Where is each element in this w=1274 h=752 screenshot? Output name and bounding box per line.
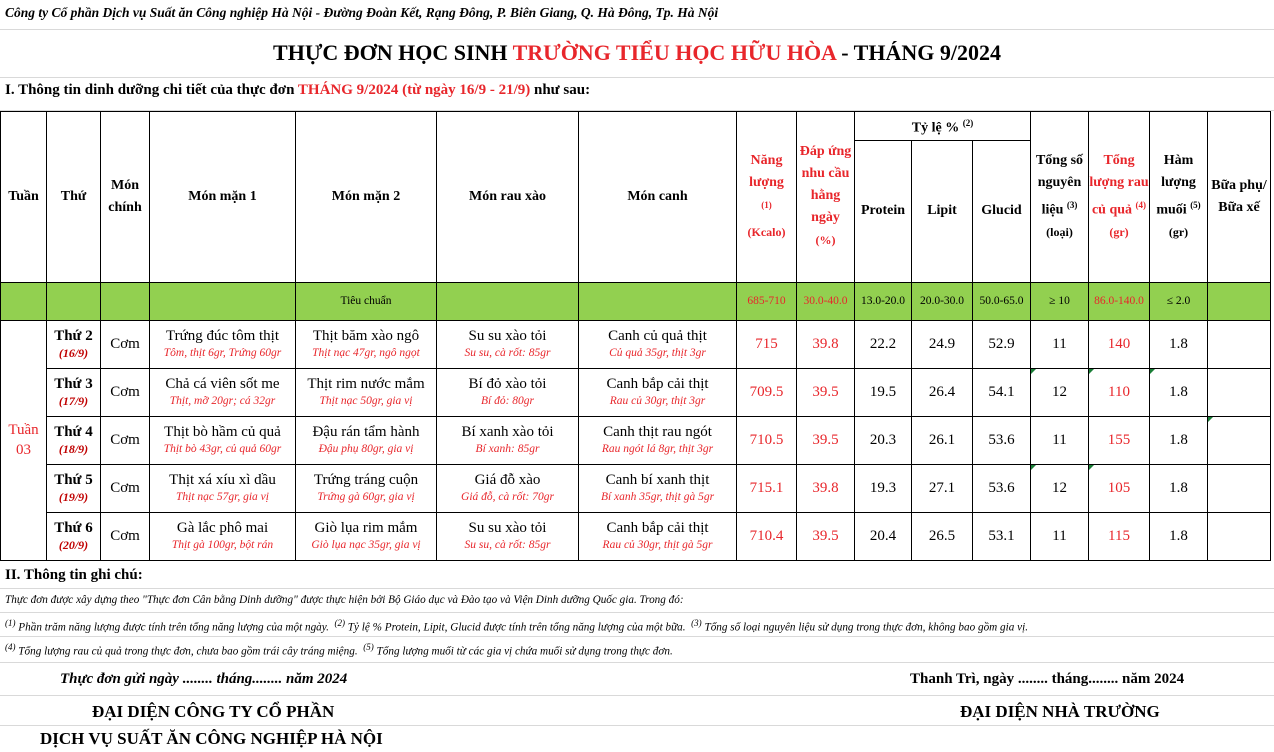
snack-cell xyxy=(1208,512,1271,560)
lipit-value: 26.1 xyxy=(912,416,973,464)
std-empty xyxy=(1,282,47,320)
dish-name: Canh bắp cải thịt xyxy=(606,520,709,537)
energy-value: 710.4 xyxy=(737,512,797,560)
snack-cell xyxy=(1208,368,1271,416)
protein-value: 20.3 xyxy=(855,416,912,464)
dish-ingredients: Rau ngót lá 8gr, thịt 3gr xyxy=(601,443,714,456)
day-date: (17/9) xyxy=(58,394,89,409)
sign-rep-row-2 xyxy=(0,726,1274,752)
std-protein: 13.0-20.0 xyxy=(855,282,912,320)
protein-value: 19.3 xyxy=(855,464,912,512)
header-dap-ung-label: Đáp ứng nhu cầu hằng ngày xyxy=(799,144,852,226)
dish-cell xyxy=(150,512,296,560)
lipit-value: 26.4 xyxy=(912,368,973,416)
snack-cell xyxy=(1208,464,1271,512)
title-month: - THÁNG 9/2024 xyxy=(835,40,1001,65)
header-protein: Protein xyxy=(855,140,912,282)
header-nang-luong-label: Năng lượng xyxy=(749,152,784,190)
dish-cell xyxy=(150,320,296,368)
header-nang-luong-sup: (1) xyxy=(761,199,772,210)
header-mon-chinh: Món chính xyxy=(101,112,150,283)
header-ty-le-sup: (2) xyxy=(962,118,974,128)
rep-school: ĐẠI DIỆN NHÀ TRƯỜNG xyxy=(960,702,1160,721)
header-lipit: Lipit xyxy=(912,140,973,282)
header-ham-luong xyxy=(1150,112,1208,283)
note-intro: Thực đơn được xây dựng theo "Thực đơn Cân bằng Dinh dưỡng" được thực hiện bởi Bộ Giáo dục và Đào tạo và Viện Dinh dưỡng Quốc gia. Trong đó: xyxy=(0,589,1274,613)
section-1-text: I. Thông tin dinh dưỡng chi tiết của thực đơn xyxy=(5,82,298,98)
school-name: TRƯỜNG TIỂU HỌC HỮU HÒA xyxy=(512,40,836,65)
week-label: Tuần 03 xyxy=(1,320,47,560)
header-tong-luong xyxy=(1089,112,1150,283)
dish-ingredients: Thịt gà 100gr, bột rán xyxy=(171,539,274,552)
std-label: Tiêu chuẩn xyxy=(296,282,437,320)
section-1-heading xyxy=(0,78,1274,111)
note-1-sup: (1) xyxy=(5,618,16,628)
glucid-value: 54.1 xyxy=(973,368,1031,416)
header-mon-man-1: Món mặn 1 xyxy=(150,112,296,283)
dish-name: Thịt băm xào ngô xyxy=(312,328,420,345)
main-dish: Cơm xyxy=(101,512,150,560)
dish-ingredients: Thịt nạc 47gr, ngô ngọt xyxy=(312,347,420,360)
day-date: (16/9) xyxy=(58,346,89,361)
std-ham-luong: ≤ 2.0 xyxy=(1150,282,1208,320)
snack-cell xyxy=(1208,320,1271,368)
protein-value: 22.2 xyxy=(855,320,912,368)
header-tong-luong-unit: (gr) xyxy=(1109,225,1129,240)
dish-cell xyxy=(296,416,437,464)
day-cell xyxy=(47,416,101,464)
section-1-suffix: như sau: xyxy=(530,82,591,98)
main-dish: Cơm xyxy=(101,320,150,368)
dish-ingredients: Tôm, thịt 6gr, Trứng 60gr xyxy=(163,347,282,360)
day-date: (19/9) xyxy=(58,490,89,505)
dish-cell xyxy=(579,512,737,560)
std-tong-luong: 86.0-140.0 xyxy=(1089,282,1150,320)
menu-table xyxy=(0,111,1271,561)
dish-cell xyxy=(437,416,579,464)
glucid-value: 53.1 xyxy=(973,512,1031,560)
header-ham-luong-unit: (gr) xyxy=(1168,225,1189,240)
snack-cell xyxy=(1208,416,1271,464)
daily-percent: 39.5 xyxy=(797,512,855,560)
page-title xyxy=(0,30,1274,78)
dish-name: Giò lụa rim mắm xyxy=(314,520,418,537)
dish-cell xyxy=(437,368,579,416)
dish-cell xyxy=(150,368,296,416)
header-ham-luong-sup: (5) xyxy=(1190,199,1201,210)
std-tong-so: ≥ 10 xyxy=(1031,282,1089,320)
dish-name: Gà lắc phô mai xyxy=(176,520,269,537)
dish-name: Thịt rim nước mắm xyxy=(307,376,425,393)
company-info: Công ty Cổ phần Dịch vụ Suất ăn Công nghiệp Hà Nội - Đường Đoàn Kết, Rạng Đông, P. Biên Giang, Q. Hà Đông, Tp. Hà Nội xyxy=(0,0,1274,30)
vegetable-amount: 115 xyxy=(1089,512,1150,560)
day-name: Thứ 4 xyxy=(54,424,93,441)
dish-ingredients: Rau củ 30gr, thịt 3gr xyxy=(609,395,706,408)
std-empty xyxy=(150,282,296,320)
header-nang-luong-unit: (Kcalo) xyxy=(747,225,786,240)
dish-ingredients: Bí xanh 35gr, thịt gà 5gr xyxy=(600,491,715,504)
note-4: Tổng lượng rau củ quả trong thực đơn, chưa bao gồm trái cây tráng miệng. xyxy=(15,645,358,658)
dish-name: Bí xanh xào tỏi xyxy=(461,424,554,441)
dish-cell xyxy=(296,368,437,416)
table-row xyxy=(1,416,1271,464)
dish-ingredients: Đậu phụ 80gr, gia vị xyxy=(318,443,414,456)
header-dap-ung-unit: (%) xyxy=(815,233,836,248)
note-5-sup: (5) xyxy=(363,642,374,652)
lipit-value: 24.9 xyxy=(912,320,973,368)
dish-name: Su su xào tỏi xyxy=(468,520,547,537)
dish-ingredients: Thịt bò 43gr, củ quả 60gr xyxy=(163,443,282,456)
dish-name: Thịt bò hầm củ quả xyxy=(164,424,281,441)
header-tuan: Tuần xyxy=(1,112,47,283)
header-bua-phu: Bữa phụ/ Bữa xế xyxy=(1208,112,1271,283)
dish-cell xyxy=(579,368,737,416)
rep-company-line-2: DỊCH VỤ SUẤT ĂN CÔNG NGHIỆP HÀ NỘI xyxy=(40,729,383,748)
day-date: (20/9) xyxy=(58,538,89,553)
table-row xyxy=(1,320,1271,368)
dish-cell xyxy=(150,416,296,464)
dish-ingredients: Trứng gà 60gr, gia vị xyxy=(317,491,415,504)
day-cell xyxy=(47,512,101,560)
energy-value: 709.5 xyxy=(737,368,797,416)
title-text: THỰC ĐƠN HỌC SINH xyxy=(273,40,513,65)
std-empty xyxy=(47,282,101,320)
daily-percent: 39.5 xyxy=(797,416,855,464)
daily-percent: 39.8 xyxy=(797,464,855,512)
dish-cell xyxy=(296,464,437,512)
dish-name: Chả cá viên sốt me xyxy=(165,376,280,393)
salt-amount: 1.8 xyxy=(1150,512,1208,560)
table-row xyxy=(1,368,1271,416)
header-mon-rau-xao: Món rau xào xyxy=(437,112,579,283)
ingredient-count: 12 xyxy=(1031,464,1089,512)
dish-cell xyxy=(296,512,437,560)
main-dish: Cơm xyxy=(101,416,150,464)
dish-name: Su su xào tỏi xyxy=(468,328,547,345)
table-row xyxy=(1,464,1271,512)
table-row xyxy=(1,512,1271,560)
main-dish: Cơm xyxy=(101,368,150,416)
dish-ingredients: Giò lụa nạc 35gr, gia vị xyxy=(311,539,421,552)
std-lipit: 20.0-30.0 xyxy=(912,282,973,320)
dish-cell xyxy=(437,512,579,560)
note-2-sup: (2) xyxy=(334,618,345,628)
lipit-value: 27.1 xyxy=(912,464,973,512)
day-name: Thứ 6 xyxy=(54,520,93,537)
protein-value: 20.4 xyxy=(855,512,912,560)
dish-name: Canh củ quả thịt xyxy=(608,328,707,345)
dish-cell xyxy=(579,320,737,368)
protein-value: 19.5 xyxy=(855,368,912,416)
salt-amount: 1.8 xyxy=(1150,320,1208,368)
note-3: Tổng số loại nguyên liệu sử dụng trong thực đơn, không bao gồm gia vị. xyxy=(701,621,1028,634)
header-tong-so xyxy=(1031,112,1089,283)
std-empty xyxy=(579,282,737,320)
header-dap-ung xyxy=(797,112,855,283)
dish-cell xyxy=(579,416,737,464)
header-nang-luong xyxy=(737,112,797,283)
dish-name: Trứng đúc tôm thịt xyxy=(165,328,279,345)
std-glucid: 50.0-65.0 xyxy=(973,282,1031,320)
dish-cell xyxy=(579,464,737,512)
header-tong-luong-label: Tổng lượng rau củ quả xyxy=(1089,152,1149,218)
dish-ingredients: Củ quả 35gr, thịt 3gr xyxy=(609,347,706,360)
dish-name: Đậu rán tẩm hành xyxy=(312,424,420,441)
salt-amount: 1.8 xyxy=(1150,416,1208,464)
dish-name: Thịt xá xíu xì dầu xyxy=(169,472,276,489)
vegetable-amount: 155 xyxy=(1089,416,1150,464)
note-line-1 xyxy=(0,613,1274,637)
energy-value: 715 xyxy=(737,320,797,368)
header-tong-luong-sup: (4) xyxy=(1135,199,1147,210)
glucid-value: 53.6 xyxy=(973,464,1031,512)
dish-cell xyxy=(150,464,296,512)
glucid-value: 53.6 xyxy=(973,416,1031,464)
header-ham-luong-label: Hàm lượng muối xyxy=(1156,152,1196,218)
dish-ingredients: Bí xanh: 85gr xyxy=(475,443,540,456)
dish-ingredients: Su su, cà rốt: 85gr xyxy=(464,347,551,360)
ingredient-count: 11 xyxy=(1031,416,1089,464)
header-tong-so-label: Tổng số nguyên liệu xyxy=(1035,152,1084,218)
glucid-value: 52.9 xyxy=(973,320,1031,368)
note-4-sup: (4) xyxy=(5,642,16,652)
lipit-value: 26.5 xyxy=(912,512,973,560)
dish-ingredients: Su su, cà rốt: 85gr xyxy=(464,539,551,552)
section-2-heading: II. Thông tin ghi chú: xyxy=(0,562,1274,589)
dish-name: Canh bí xanh thịt xyxy=(605,472,710,489)
daily-percent: 39.5 xyxy=(797,368,855,416)
day-cell xyxy=(47,368,101,416)
salt-amount: 1.8 xyxy=(1150,464,1208,512)
dish-ingredients: Thịt, mỡ 20gr; cá 32gr xyxy=(169,395,276,408)
day-name: Thứ 3 xyxy=(54,376,93,393)
dish-name: Giá đỗ xào xyxy=(474,472,541,489)
header-glucid: Glucid xyxy=(973,140,1031,282)
note-line-2 xyxy=(0,637,1274,663)
dish-cell xyxy=(437,464,579,512)
section-1-month: THÁNG 9/2024 (từ ngày 16/9 - 21/9) xyxy=(297,82,531,98)
note-1: Phần trăm năng lượng được tính trên tổng năng lượng của một ngày. xyxy=(15,621,329,634)
dish-cell xyxy=(437,320,579,368)
energy-value: 715.1 xyxy=(737,464,797,512)
main-dish: Cơm xyxy=(101,464,150,512)
day-name: Thứ 5 xyxy=(54,472,93,489)
vegetable-amount: 110 xyxy=(1089,368,1150,416)
dish-name: Bí đỏ xào tỏi xyxy=(468,376,547,393)
vegetable-amount: 105 xyxy=(1089,464,1150,512)
dish-cell xyxy=(296,320,437,368)
header-row-1 xyxy=(1,112,1271,141)
sent-date: Thực đơn gửi ngày ........ tháng........ năm 2024 xyxy=(60,671,348,687)
note-3-sup: (3) xyxy=(691,618,702,628)
note-5: Tổng lượng muối từ các gia vị chứa muối sử dụng trong thực đơn. xyxy=(373,645,673,658)
std-empty xyxy=(437,282,579,320)
energy-value: 710.5 xyxy=(737,416,797,464)
dish-ingredients: Thịt nạc 50gr, gia vị xyxy=(319,395,413,408)
day-cell xyxy=(47,320,101,368)
day-cell xyxy=(47,464,101,512)
rep-company-line-1: ĐẠI DIỆN CÔNG TY CỔ PHẦN xyxy=(92,702,335,721)
dish-ingredients: Rau củ 30gr, thịt gà 5gr xyxy=(602,539,713,552)
header-ty-le-label: Tỷ lệ % xyxy=(911,120,960,136)
place-date: Thanh Trì, ngày ........ tháng........ năm 2024 xyxy=(910,671,1185,687)
sign-rep-row xyxy=(0,696,1274,726)
note-2: Tỷ lệ % Protein, Lipit, Glucid được tính trên tổng năng lượng của một bữa. xyxy=(345,621,686,634)
dish-ingredients: Giá đỗ, cà rốt: 70gr xyxy=(461,491,554,504)
dish-name: Canh thịt rau ngót xyxy=(603,424,712,441)
dish-ingredients: Thịt nạc 57gr, gia vị xyxy=(176,491,269,504)
ingredient-count: 11 xyxy=(1031,512,1089,560)
ingredient-count: 11 xyxy=(1031,320,1089,368)
ingredient-count: 12 xyxy=(1031,368,1089,416)
header-tong-so-sup: (3) xyxy=(1066,199,1078,210)
dish-name: Canh bắp cải thịt xyxy=(606,376,709,393)
header-mon-man-2: Món mặn 2 xyxy=(296,112,437,283)
dish-ingredients: Bí đỏ: 80gr xyxy=(480,395,535,408)
sign-date-row xyxy=(0,663,1274,696)
standard-row xyxy=(1,282,1271,320)
header-tong-so-unit: (loại) xyxy=(1046,225,1073,240)
std-dap-ung: 30.0-40.0 xyxy=(797,282,855,320)
day-date: (18/9) xyxy=(58,442,89,457)
header-thu: Thứ xyxy=(47,112,101,283)
vegetable-amount: 140 xyxy=(1089,320,1150,368)
salt-amount: 1.8 xyxy=(1150,368,1208,416)
header-mon-canh: Món canh xyxy=(579,112,737,283)
dish-name: Trứng tráng cuộn xyxy=(313,472,419,489)
header-ty-le xyxy=(855,112,1031,141)
std-empty xyxy=(1208,282,1271,320)
day-name: Thứ 2 xyxy=(54,328,93,345)
std-empty xyxy=(101,282,150,320)
std-nang-luong: 685-710 xyxy=(737,282,797,320)
daily-percent: 39.8 xyxy=(797,320,855,368)
